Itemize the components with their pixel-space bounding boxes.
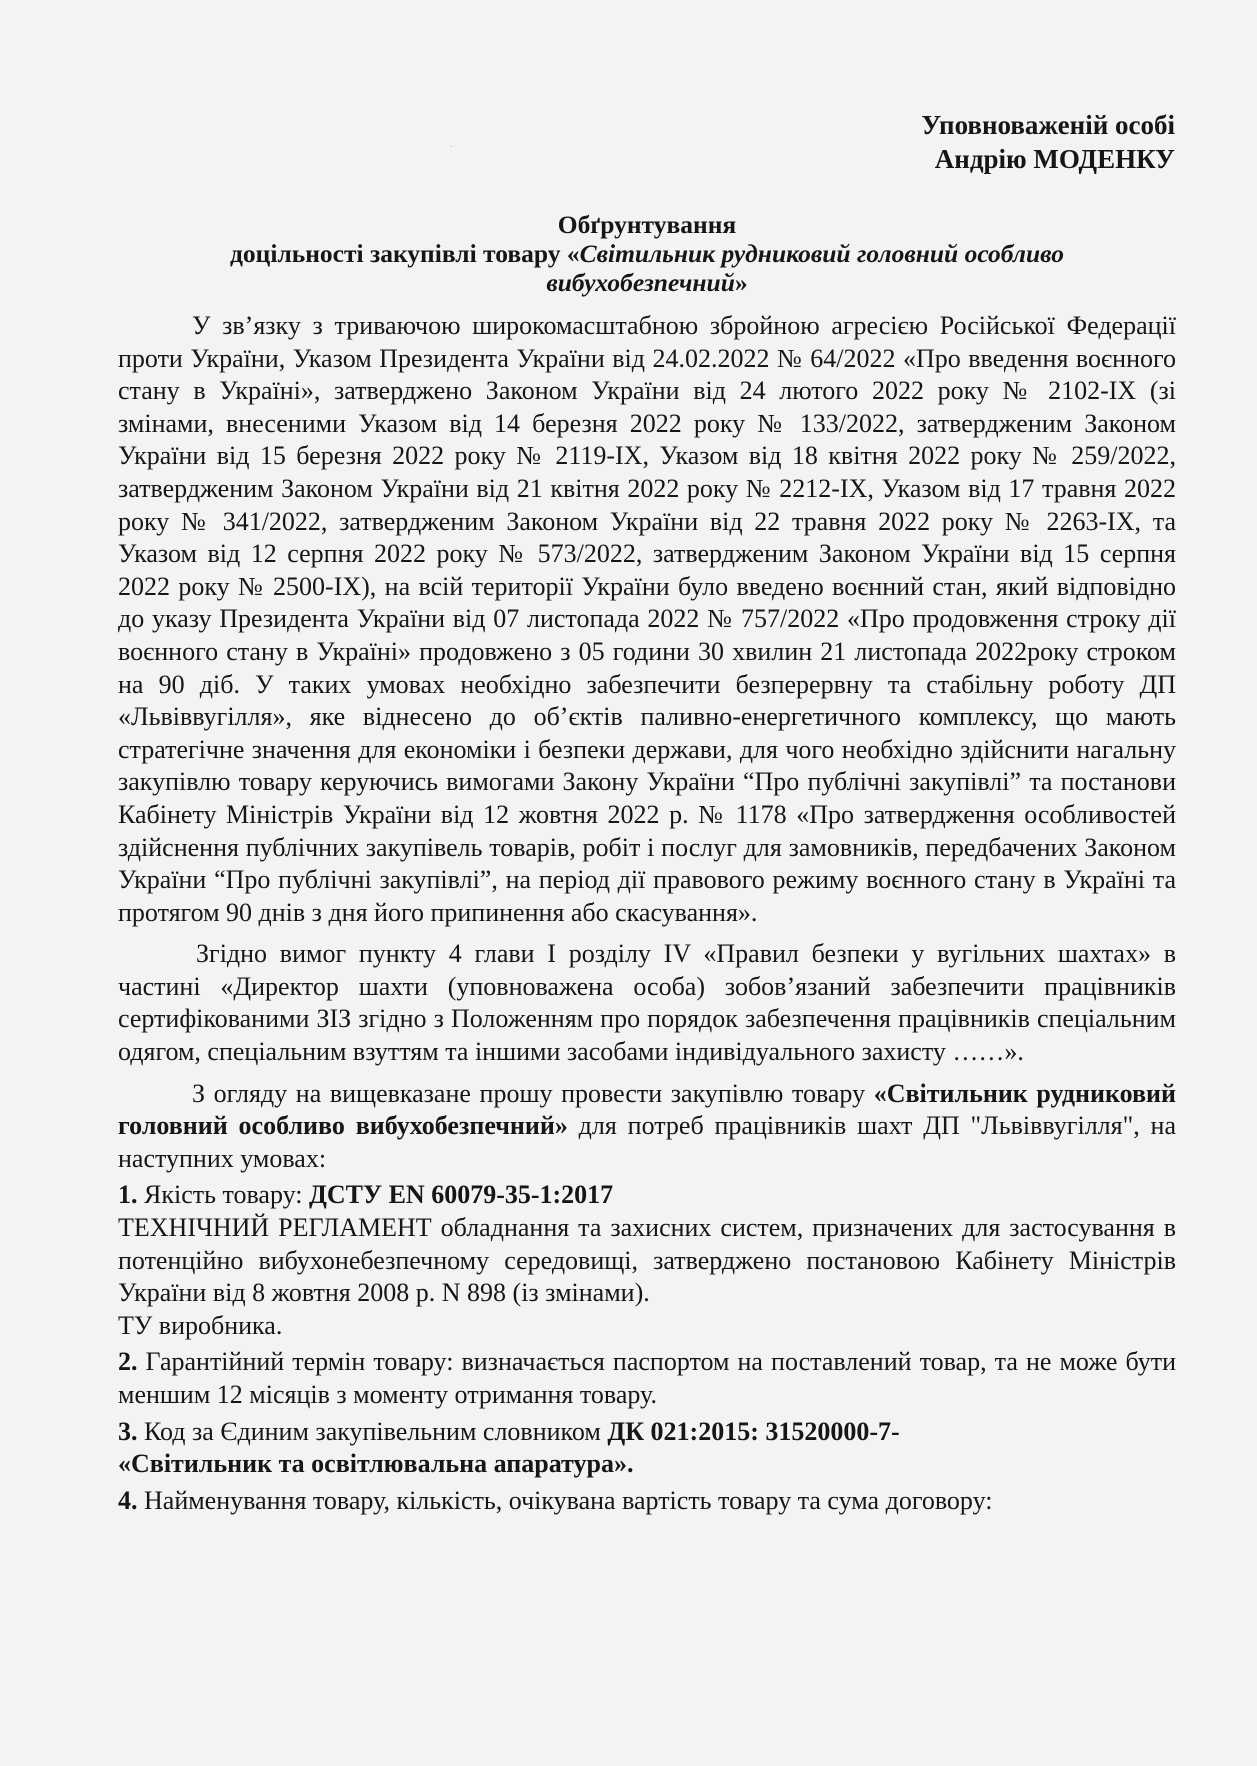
item4-number: 4. [118, 1485, 138, 1515]
item4-text: Найменування товару, кількість, очікувана вартість товару та сума договору: [137, 1485, 993, 1515]
item3-code-name: «Світильник та освітлювальна апаратура». [118, 1449, 634, 1479]
addressee-name: Андрію МОДЕНКУ [934, 144, 1175, 174]
paragraph-safety-rules: Згідно вимог пункту 4 глави І розділу IV «Правил безпеки у вугільних шахтах» в частині «Директор шахти (уповноважена особа) зобов’язаний забезпечити працівників сертифікованими ЗІЗ згідно з Положенням про порядок забезпечення працівників спеціальним одягом, спеціальним взуттям та іншими засобами індивідуального захисту ……». [118, 939, 1176, 1067]
title-line2-italic: Світильник рудниковий головний особливо [579, 239, 1064, 268]
paragraph-martial-law: У зв’язку з триваючою широкомасштабною збройною агресією Російської Федерації проти України, Указом Президента України від 24.02.2022 № 64/2022 «Про введення воєнного стану в Україні», затверджено Законом України від 24 лютого 2022 року № 2102-IX (зі змінами, внесеними Указом від 14 березня 2022 року № 133/2022, затвердженим Законом України від 15 березня 2022 року № 2119-IX, Указом від 18 квітня 2022 року № 259/2022, затвердженим Законом України від 21 квітня 2022 року № 2212-IX, Указом від 17 травня 2022 року № 341/2022, затвердженим Законом України від 22 травня 2022 року № 2263-IX, та Указом від 12 серпня 2022 року № 573/2022, затвердженим Законом України від 15 серпня 2022 року № 2500-IX), на всій території України було введено воєнний стан, який відповідно до указу Президента України від 07 листопада 2022 № 757/2022 «Про продовження строку дії воєнного стану в Україні» продовжено з 05 години 30 хвилин 21 листопада 2022року строком на 90 діб. У таких умовах необхідно забезпечити безперервну та стабільну роботу ДП «Львіввугілля», яке віднесено до об’єктів паливно-енергетичного комплексу, що мають стратегічне значення для економіки і безпеки держави, для чого необхідно здійснити нагальну закупівлю товару керуючись вимогами Закону України “Про публічні закупівлі” та постанови Кабінету Міністрів України від 12 жовтня 2022 р. № 1178 «Про затвердження особливостей здійснення публічних закупівель товарів, робіт і послуг для замовників, передбачених Законом України “Про публічні закупівлі”, на період дії правового режиму воєнного стану в Україні та протягом 90 днів з дня його припинення або скасування». [118, 311, 1176, 927]
item-cpv-code [118, 1416, 1176, 1449]
request-product-name: «Світильник рудниковий головний особливо вибухобезпечний» [118, 1078, 1176, 1141]
item-quality [118, 1179, 1176, 1212]
title-line3-italic: вибухобезпечний [546, 268, 735, 297]
addressee-block [921, 108, 1175, 176]
item-goods-list [118, 1485, 1176, 1518]
title-line3 [118, 268, 1176, 297]
item1-standard: ДСТУ EN 60079-35-1:2017 [309, 1180, 614, 1210]
item-quality-regulation: ТЕХНІЧНИЙ РЕГЛАМЕНТ обладнання та захисних систем, призначених для застосування в потенційно вибухонебезпечному середовищі, затверджено постановою Кабінету Міністрів України від 8 жовтня 2008 р. N 898 (із змінами). [118, 1213, 1176, 1308]
item2-number: 2. [118, 1347, 138, 1377]
title-line1: Обґрунтування [557, 210, 737, 239]
item1-label: Якість товару: [137, 1180, 309, 1210]
item1-number: 1. [118, 1180, 138, 1210]
item2-text: Гарантійний термін товару: визначається паспортом на поставлений товар, та не може бути меншим 12 місяців з моменту отримання товару. [118, 1347, 1176, 1409]
title-line3-suffix: » [734, 268, 748, 297]
addressee-title: Уповноваженій особі [921, 110, 1175, 140]
request-suffix: для потреб працівників шахт ДП "Львіввугілля", на наступних умовах: [118, 1111, 1176, 1173]
item3-number: 3. [118, 1416, 138, 1446]
document-title [118, 210, 1176, 297]
item-warranty [118, 1346, 1176, 1411]
item-quality-tu: ТУ виробника. [118, 1310, 283, 1340]
document-body [118, 310, 1176, 1517]
item3-text: Код за Єдиним закупівельним словником [137, 1416, 608, 1446]
paragraph-request [118, 1078, 1176, 1176]
title-line2-prefix: доцільності закупівлі товару « [230, 239, 580, 268]
item-cpv-name [118, 1448, 1176, 1481]
title-line2 [118, 239, 1176, 268]
request-prefix: З огляду на вищевказане прошу провести закупівлю товару [192, 1078, 874, 1108]
scan-artifact [450, 146, 452, 147]
item3-code: ДК 021:2015: 31520000-7- [607, 1416, 900, 1446]
